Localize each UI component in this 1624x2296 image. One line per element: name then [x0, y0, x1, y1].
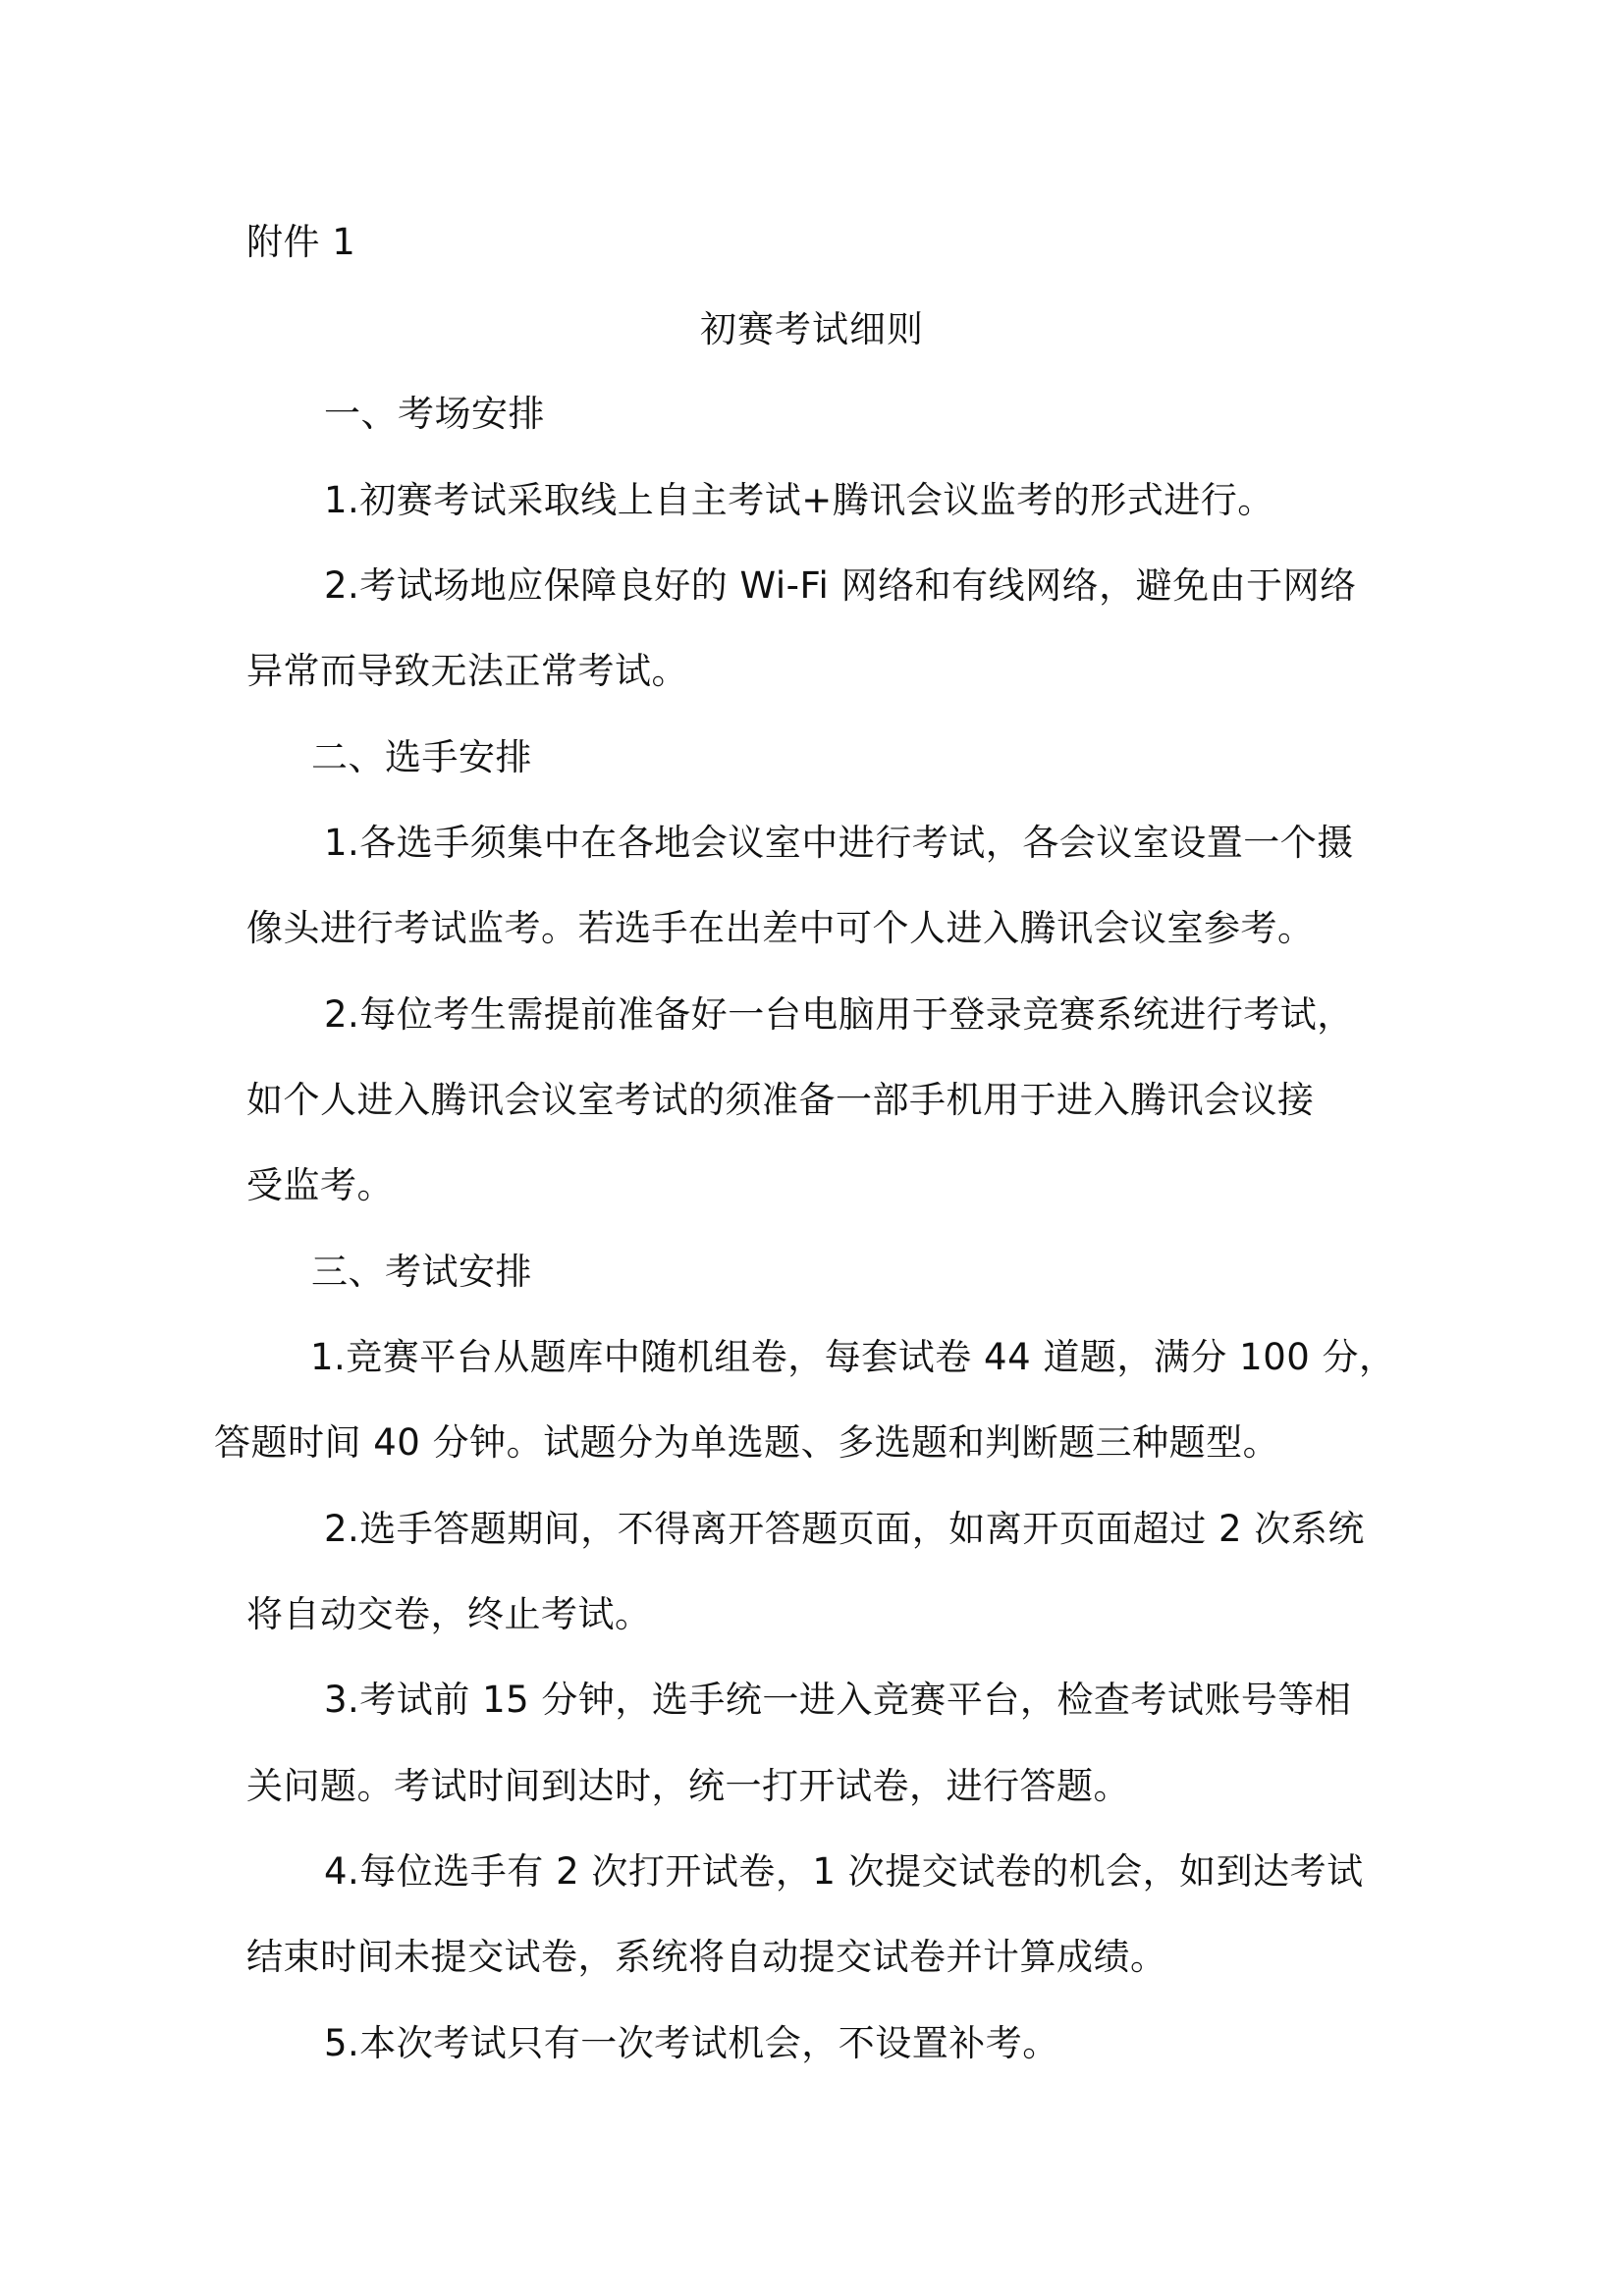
section-heading: 三、考试安排	[311, 1251, 532, 1293]
paragraph-line: 1.竞赛平台从题库中随机组卷，每套试卷 44 道题，满分 100 分，	[310, 1336, 1396, 1378]
paragraph-line: 受监考。	[246, 1164, 394, 1206]
paragraph-line: 3.考试前 15 分钟，选手统一进入竞赛平台，检查考试账号等相	[324, 1679, 1352, 1721]
paragraph-line: 2.选手答题期间，不得离开答题页面，如离开页面超过 2 次系统	[324, 1508, 1365, 1550]
paragraph-line: 如个人进入腾讯会议室考试的须准备一部手机用于进入腾讯会议接	[246, 1079, 1315, 1121]
attachment-label: 附件 1	[246, 221, 356, 263]
paragraph-line: 像头进行考试监考。若选手在出差中可个人进入腾讯会议室参考。	[246, 907, 1315, 949]
section-heading: 二、选手安排	[311, 736, 532, 778]
paragraph-line: 1.各选手须集中在各地会议室中进行考试，各会议室设置一个摄	[324, 822, 1354, 864]
document-title: 初赛考试细则	[700, 308, 924, 350]
paragraph-line: 2.考试场地应保障良好的 Wi-Fi 网络和有线网络，避免由于网络	[324, 564, 1357, 607]
paragraph-line: 1.初赛考试采取线上自主考试+腾讯会议监考的形式进行。	[324, 479, 1274, 521]
paragraph-line: 结束时间未提交试卷，系统将自动提交试卷并计算成绩。	[246, 1936, 1167, 1978]
paragraph-line: 答题时间 40 分钟。试题分为单选题、多选题和判断题三种题型。	[214, 1421, 1280, 1464]
paragraph-line: 关问题。考试时间到达时，统一打开试卷，进行答题。	[246, 1765, 1130, 1807]
paragraph-line: 2.每位考生需提前准备好一台电脑用于登录竞赛系统进行考试，	[324, 993, 1354, 1036]
paragraph-line: 异常而导致无法正常考试。	[246, 650, 688, 692]
paragraph-line: 5.本次考试只有一次考试机会，不设置补考。	[324, 2022, 1059, 2064]
paragraph-line: 将自动交卷，终止考试。	[246, 1593, 652, 1635]
paragraph-line: 4.每位选手有 2 次打开试卷，1 次提交试卷的机会，如到达考试	[324, 1850, 1364, 1893]
section-heading: 一、考场安排	[324, 393, 545, 435]
